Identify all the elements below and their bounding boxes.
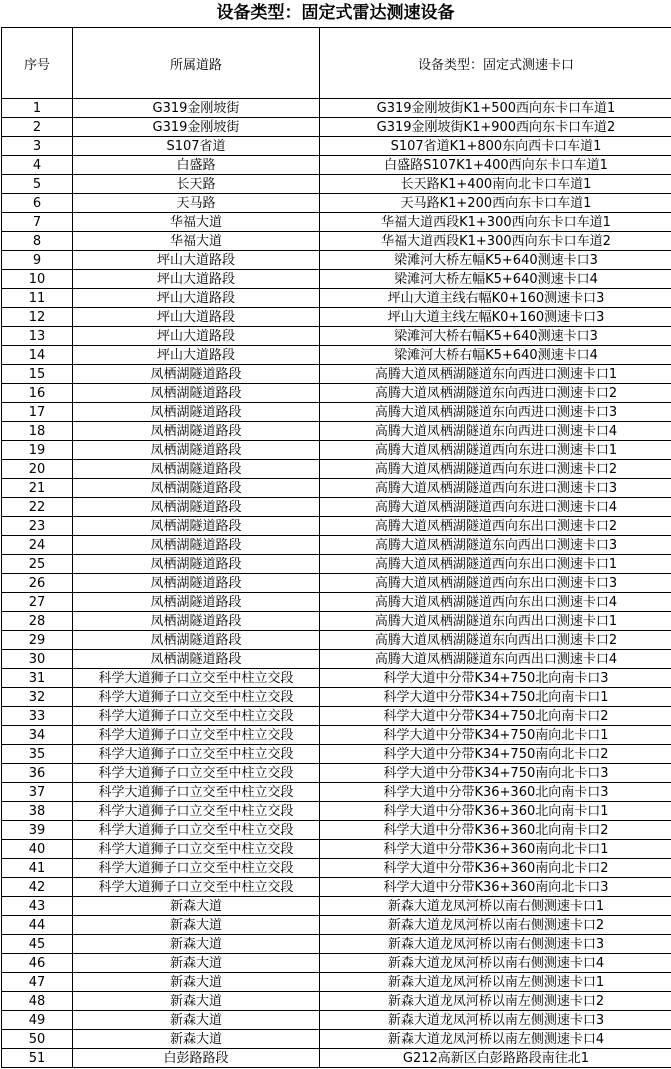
cell-road[interactable]: 凤栖湖隧道路段 [73,517,320,536]
cell-device[interactable]: 新森大道龙凤河桥以南右侧测速卡口2 [320,916,671,935]
cell-road[interactable]: 新森大道 [73,935,320,954]
cell-index[interactable]: 20 [2,460,73,479]
cell-road[interactable]: 凤栖湖隧道路段 [73,498,320,517]
table-row [2,270,671,289]
cell-index[interactable]: 17 [2,403,73,422]
table-row [2,1030,671,1049]
cell-device[interactable]: 梁滩河大桥右幅K5+640测速卡口3 [320,327,671,346]
cell-device[interactable]: 梁滩河大桥右幅K5+640测速卡口4 [320,346,671,365]
cell-road[interactable]: 科学大道狮子口立交至中柱立交段 [73,669,320,688]
cell-index[interactable]: 10 [2,270,73,289]
cell-device[interactable]: 新森大道龙凤河桥以南右侧测速卡口3 [320,935,671,954]
table-row [2,1049,671,1068]
cell-device[interactable]: 新森大道龙凤河桥以南右侧测速卡口1 [320,897,671,916]
cell-device[interactable]: G319金刚坡街K1+900西向东卡口车道2 [320,118,671,137]
table-row [2,137,671,156]
cell-device[interactable]: 华福大道西段K1+300西向东卡口车道1 [320,213,671,232]
cell-device[interactable]: 科学大道中分带K34+750北向南卡口2 [320,707,671,726]
cell-index[interactable]: 34 [2,726,73,745]
cell-index[interactable]: 42 [2,878,73,897]
cell-index[interactable]: 40 [2,840,73,859]
cell-index[interactable]: 29 [2,631,73,650]
cell-index[interactable]: 35 [2,745,73,764]
table-row [2,973,671,992]
table-row [2,707,671,726]
cell-index[interactable]: 9 [2,251,73,270]
table-row [2,403,671,422]
table-row [2,1011,671,1030]
table-row [2,479,671,498]
cell-road[interactable]: 凤栖湖隧道路段 [73,650,320,669]
cell-road[interactable]: 凤栖湖隧道路段 [73,403,320,422]
cell-road[interactable]: 长天路 [73,175,320,194]
table-row [2,555,671,574]
cell-index[interactable]: 47 [2,973,73,992]
cell-road[interactable]: 凤栖湖隧道路段 [73,555,320,574]
cell-road[interactable]: 坪山大道路段 [73,346,320,365]
sheet-title: 设备类型：固定式雷达测速设备 [216,3,455,23]
table-row [2,289,671,308]
device-table [1,27,671,1068]
cell-road[interactable]: 凤栖湖隧道路段 [73,631,320,650]
cell-index[interactable]: 18 [2,422,73,441]
cell-device[interactable]: 高腾大道凤栖湖隧道东向西出口测速卡口1 [320,612,671,631]
cell-road[interactable]: 科学大道狮子口立交至中柱立交段 [73,764,320,783]
table-row [2,802,671,821]
cell-device[interactable]: 高腾大道凤栖湖隧道西向东出口测速卡口3 [320,574,671,593]
cell-device[interactable]: 高腾大道凤栖湖隧道西向东进口测速卡口4 [320,498,671,517]
cell-road[interactable]: 科学大道狮子口立交至中柱立交段 [73,783,320,802]
table-row [2,346,671,365]
table-row [2,631,671,650]
cell-road[interactable]: 新森大道 [73,954,320,973]
cell-road[interactable]: 坪山大道路段 [73,327,320,346]
cell-device[interactable]: 高腾大道凤栖湖隧道东向西进口测速卡口2 [320,384,671,403]
table-row [2,859,671,878]
cell-index[interactable]: 51 [2,1049,73,1068]
cell-index[interactable]: 44 [2,916,73,935]
table-row [2,669,671,688]
cell-index[interactable]: 23 [2,517,73,536]
cell-device[interactable]: 科学大道中分带K34+750南向北卡口3 [320,764,671,783]
cell-road[interactable]: G319金刚坡街 [73,99,320,118]
cell-device[interactable]: 高腾大道凤栖湖隧道西向东进口测速卡口1 [320,441,671,460]
cell-index[interactable]: 15 [2,365,73,384]
cell-road[interactable]: G319金刚坡街 [73,118,320,137]
cell-device[interactable]: 科学大道中分带K34+750北向南卡口1 [320,688,671,707]
table-row [2,156,671,175]
table-row [2,916,671,935]
cell-index[interactable]: 33 [2,707,73,726]
table-row [2,118,671,137]
cell-index[interactable]: 26 [2,574,73,593]
cell-index[interactable]: 30 [2,650,73,669]
table-row [2,574,671,593]
table-row [2,821,671,840]
cell-road[interactable]: 科学大道狮子口立交至中柱立交段 [73,878,320,897]
table-row [2,327,671,346]
cell-road[interactable]: 科学大道狮子口立交至中柱立交段 [73,859,320,878]
cell-road[interactable]: 科学大道狮子口立交至中柱立交段 [73,802,320,821]
cell-road[interactable]: 凤栖湖隧道路段 [73,441,320,460]
table-row [2,878,671,897]
table-row [2,897,671,916]
cell-device[interactable]: G319金刚坡街K1+500西向东卡口车道1 [320,99,671,118]
cell-road[interactable]: 凤栖湖隧道路段 [73,536,320,555]
cell-index[interactable]: 41 [2,859,73,878]
cell-road[interactable]: 科学大道狮子口立交至中柱立交段 [73,745,320,764]
cell-device[interactable]: 梁滩河大桥左幅K5+640测速卡口3 [320,251,671,270]
cell-device[interactable]: 高腾大道凤栖湖隧道东向西出口测速卡口2 [320,631,671,650]
cell-device[interactable]: 高腾大道凤栖湖隧道东向西进口测速卡口4 [320,422,671,441]
table-row [2,194,671,213]
cell-road[interactable]: 白盛路 [73,156,320,175]
cell-device[interactable]: 科学大道中分带K36+360北向南卡口3 [320,783,671,802]
header-row [2,28,671,99]
cell-road[interactable]: 新森大道 [73,916,320,935]
table-row [2,650,671,669]
cell-road[interactable]: 凤栖湖隧道路段 [73,384,320,403]
cell-device[interactable]: 高腾大道凤栖湖隧道西向东出口测速卡口2 [320,517,671,536]
cell-road[interactable]: 科学大道狮子口立交至中柱立交段 [73,688,320,707]
cell-road[interactable]: 科学大道狮子口立交至中柱立交段 [73,821,320,840]
cell-device[interactable]: 科学大道中分带K36+360北向南卡口2 [320,821,671,840]
cell-road[interactable]: 科学大道狮子口立交至中柱立交段 [73,726,320,745]
cell-index[interactable]: 50 [2,1030,73,1049]
cell-device[interactable]: 新森大道龙凤河桥以南左侧测速卡口1 [320,973,671,992]
cell-road[interactable]: S107省道 [73,137,320,156]
cell-index[interactable]: 7 [2,213,73,232]
cell-index[interactable]: 32 [2,688,73,707]
cell-device[interactable]: 坪山大道主线左幅K0+160测速卡口3 [320,308,671,327]
cell-device[interactable]: 科学大道中分带K34+750南向北卡口2 [320,745,671,764]
cell-index[interactable]: 13 [2,327,73,346]
cell-index[interactable]: 37 [2,783,73,802]
cell-road[interactable]: 华福大道 [73,213,320,232]
cell-index[interactable]: 43 [2,897,73,916]
table-row [2,213,671,232]
cell-road[interactable]: 华福大道 [73,232,320,251]
cell-index[interactable]: 28 [2,612,73,631]
table-row [2,612,671,631]
cell-index[interactable]: 14 [2,346,73,365]
cell-road[interactable]: 凤栖湖隧道路段 [73,593,320,612]
cell-device[interactable]: 白盛路S107K1+400西向东卡口车道1 [320,156,671,175]
cell-device[interactable]: 高腾大道凤栖湖隧道东向西出口测速卡口4 [320,650,671,669]
cell-device[interactable]: 科学大道中分带K36+360南向北卡口2 [320,859,671,878]
cell-index[interactable]: 2 [2,118,73,137]
table-row [2,840,671,859]
cell-index[interactable]: 39 [2,821,73,840]
header-road[interactable]: 所属道路 [73,28,320,99]
cell-device[interactable]: 新森大道龙凤河桥以南右侧测速卡口4 [320,954,671,973]
cell-device[interactable]: 新森大道龙凤河桥以南左侧测速卡口4 [320,1030,671,1049]
cell-road[interactable]: 凤栖湖隧道路段 [73,365,320,384]
table-row [2,935,671,954]
cell-road[interactable]: 坪山大道路段 [73,270,320,289]
cell-index[interactable]: 1 [2,99,73,118]
cell-road[interactable]: 凤栖湖隧道路段 [73,422,320,441]
cell-device[interactable]: 科学大道中分带K34+750南向北卡口1 [320,726,671,745]
table-row [2,175,671,194]
cell-road[interactable]: 科学大道狮子口立交至中柱立交段 [73,840,320,859]
cell-device[interactable]: 高腾大道凤栖湖隧道西向东出口测速卡口1 [320,555,671,574]
table-row [2,498,671,517]
cell-road[interactable]: 坪山大道路段 [73,308,320,327]
table-row [2,745,671,764]
cell-index[interactable]: 38 [2,802,73,821]
cell-device[interactable]: S107省道K1+800东向西卡口车道1 [320,137,671,156]
table-row [2,536,671,555]
cell-road[interactable]: 坪山大道路段 [73,251,320,270]
cell-index[interactable]: 46 [2,954,73,973]
cell-device[interactable]: 高腾大道凤栖湖隧道东向西出口测速卡口3 [320,536,671,555]
table-row [2,783,671,802]
table-row [2,517,671,536]
cell-road[interactable]: 凤栖湖隧道路段 [73,460,320,479]
cell-index[interactable]: 4 [2,156,73,175]
table-row [2,422,671,441]
cell-road[interactable]: 新森大道 [73,992,320,1011]
cell-road[interactable]: 凤栖湖隧道路段 [73,612,320,631]
table-row [2,764,671,783]
cell-index[interactable]: 11 [2,289,73,308]
table-row [2,460,671,479]
cell-device[interactable]: 高腾大道凤栖湖隧道东向西进口测速卡口1 [320,365,671,384]
cell-device[interactable]: 科学大道中分带K36+360南向北卡口3 [320,878,671,897]
cell-device[interactable]: 科学大道中分带K36+360南向北卡口1 [320,840,671,859]
cell-device[interactable]: 梁滩河大桥左幅K5+640测速卡口4 [320,270,671,289]
cell-device[interactable]: 新森大道龙凤河桥以南左侧测速卡口2 [320,992,671,1011]
table-row [2,954,671,973]
table-row [2,251,671,270]
cell-device[interactable]: 高腾大道凤栖湖隧道西向东进口测速卡口3 [320,479,671,498]
cell-index[interactable]: 5 [2,175,73,194]
cell-device[interactable]: 高腾大道凤栖湖隧道东向西进口测速卡口3 [320,403,671,422]
cell-index[interactable]: 3 [2,137,73,156]
cell-index[interactable]: 45 [2,935,73,954]
cell-road[interactable]: 天马路 [73,194,320,213]
cell-index[interactable]: 22 [2,498,73,517]
cell-index[interactable]: 27 [2,593,73,612]
cell-road[interactable]: 科学大道狮子口立交至中柱立交段 [73,707,320,726]
cell-road[interactable]: 新森大道 [73,1011,320,1030]
cell-device[interactable]: 华福大道西段K1+300西向东卡口车道2 [320,232,671,251]
cell-road[interactable]: 凤栖湖隧道路段 [73,574,320,593]
table-row [2,726,671,745]
cell-device[interactable]: 高腾大道凤栖湖隧道西向东出口测速卡口4 [320,593,671,612]
cell-road[interactable]: 白彭路路段 [73,1049,320,1068]
header-device-type[interactable]: 设备类型：固定式测速卡口 [320,28,671,99]
cell-road[interactable]: 坪山大道路段 [73,289,320,308]
cell-index[interactable]: 25 [2,555,73,574]
cell-index[interactable]: 48 [2,992,73,1011]
table-row [2,688,671,707]
cell-index[interactable]: 16 [2,384,73,403]
table-row [2,232,671,251]
cell-device[interactable]: 坪山大道主线右幅K0+160测速卡口3 [320,289,671,308]
cell-index[interactable]: 19 [2,441,73,460]
table-row [2,308,671,327]
cell-index[interactable]: 36 [2,764,73,783]
table-body [2,99,671,1068]
cell-device[interactable]: 天马路K1+200西向东卡口车道1 [320,194,671,213]
cell-device[interactable]: 新森大道龙凤河桥以南左侧测速卡口3 [320,1011,671,1030]
cell-index[interactable]: 24 [2,536,73,555]
cell-road[interactable]: 新森大道 [73,973,320,992]
cell-index[interactable]: 6 [2,194,73,213]
cell-device[interactable]: G212高新区白彭路路段南往北1 [320,1049,671,1068]
cell-road[interactable]: 凤栖湖隧道路段 [73,479,320,498]
cell-index[interactable]: 31 [2,669,73,688]
table-row [2,384,671,403]
cell-device[interactable]: 科学大道中分带K36+360北向南卡口1 [320,802,671,821]
table-row [2,441,671,460]
cell-device[interactable]: 长天路K1+400南向北卡口车道1 [320,175,671,194]
table-row [2,992,671,1011]
cell-device[interactable]: 高腾大道凤栖湖隧道西向东进口测速卡口2 [320,460,671,479]
cell-index[interactable]: 49 [2,1011,73,1030]
table-row [2,365,671,384]
cell-device[interactable]: 科学大道中分带K34+750北向南卡口3 [320,669,671,688]
table-row [2,593,671,612]
header-index[interactable]: 序号 [2,28,73,99]
table-row [2,99,671,118]
cell-index[interactable]: 21 [2,479,73,498]
cell-road[interactable]: 新森大道 [73,1030,320,1049]
cell-index[interactable]: 12 [2,308,73,327]
cell-road[interactable]: 新森大道 [73,897,320,916]
cell-index[interactable]: 8 [2,232,73,251]
